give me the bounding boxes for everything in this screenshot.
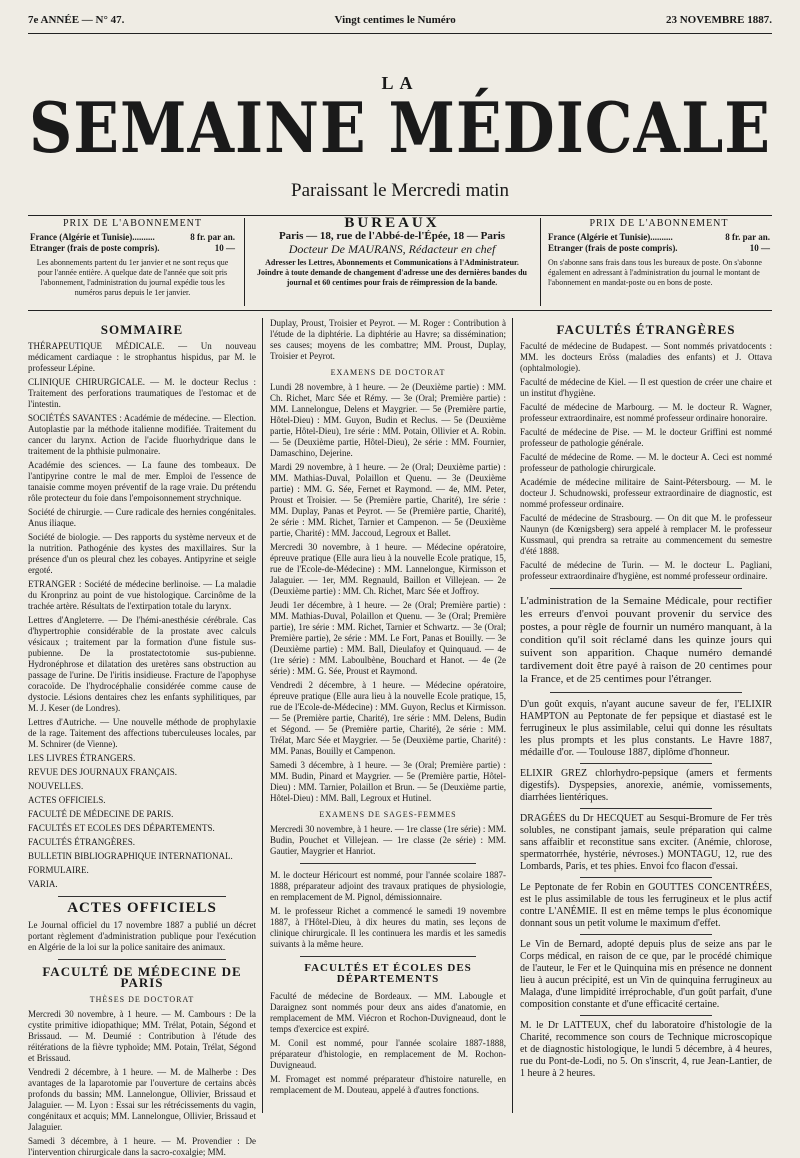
advertisement-entry: ELIXIR GREZ chlorhydro-pepsique (amers et ferments digestifs). Dyspepsies, anorexie, anémie, vomissements, diarrhées lientériques. <box>520 768 772 803</box>
abonnement-left <box>30 218 235 308</box>
advertisement-entry: Le Peptonate de fer Robin en GOUTTES CONCENTRÉES, est le plus assimilable de tous les ferrugineux et le plus actif contre L'ANÉMIE. Il est en même temps le plus économique donnant sous un petit volume le maximum d'effet. <box>520 882 772 929</box>
sommaire-item: FACULTÉ DE MÉDECINE DE PARIS. <box>28 809 174 819</box>
examen-entry: Jeudi 1er décembre, à 1 heure. — 2e (Oral; Première partie) : MM. Mathias-Duval, Polaillon et Quenu. — 3e (Oral; Première partie), 1re série : MM. Richet, Tarnier et Schwartz. — 3e (Oral; Première partie), 2e série : MM. Le Fort, Panas et Bouilly. — 3e (Deuxième partie) : MM. Ball, Dieulafoy et Quinquaud. — 4e (1re série) : MM. Laboulbène, Bouchard et Hanot. — 4e (2e série) : MM. G. Sée, Proust et Raymond. <box>270 600 506 676</box>
divider <box>58 959 226 960</box>
column-1 <box>28 318 256 1157</box>
sommaire-heading: SOMMAIRE <box>100 322 184 337</box>
bureaux-note-2: Joindre à toute demande de changement d'adresse une des dernières bandes du journal et 60 centimes pour frais de réimpression de la bande. <box>256 268 528 287</box>
sommaire-item: THÉRAPEUTIQUE MÉDICALE. — Un nouveau médicament cardiaque : le strophantus hispidus, par M. le professeur Lépine. <box>28 341 256 373</box>
sommaire-item: ACTES OFFICIELS. <box>28 795 106 805</box>
examen-entry: Vendredi 2 décembre, à 1 heure. — Médecine opératoire, épreuve pratique (Elle aura lieu à la nouvelle Ecole pratique, 15, rue de l'Ecole-de-Médecine) : MM. Guyon, Reclus et Kirmisson. — 5e (Première partie, Charité), 1re série : MM. Delens, Budin et Ségond. — 5e (Première partie, Charité), 2e série : MM. Trélat, Marc Sée et Maygrier. — 5e (Deuxième partie, Charité) : MM. Panas, Bouilly et Campenon. <box>270 680 506 756</box>
sommaire-item: Société de biologie. — Des rapports du système nerveux et de la nutrition. Pathogénie des kystes des maxillaires. Sur la présence d'un os pleural chez les cobayes. Antipyrine et seigle ergoté. <box>28 532 256 575</box>
examens-heading: EXAMENS DE DOCTORAT <box>330 368 446 377</box>
abonnement-left-note: Les abonnements partent du 1er janvier et ne sont reçus que pour l'année entière. A quelque date de l'année que soit pris l'abonnement, l'administration du journal expédie tous les numéros parus depuis le 1er janvier. <box>36 258 229 297</box>
sommaire-item: NOUVELLES. <box>28 781 84 791</box>
bureaux-heading: BUREAUX <box>344 215 440 231</box>
abonnement-left-heading: PRIX DE L'ABONNEMENT <box>62 218 203 229</box>
sommaire-item: Lettres d'Autriche. — Une nouvelle méthode de prophylaxie de la rage. Taitement des affections tuberculeuses locales, par M. Schnirer (de Vienne). <box>28 717 256 749</box>
masthead-top-line <box>28 14 772 30</box>
sommaire-item: FACULTÉS ÉTRANGÈRES. <box>28 837 136 847</box>
etrangere-entry: Faculté de médecine de Marbourg. — M. le docteur R. Wagner, professeur extraordinaire, est nommé professeur ordinaire honoraire. <box>520 402 772 423</box>
sages-text: Mercredi 30 novembre, à 1 heure. — 1re classe (1re série) : MM. Budin, Pouchet et Villejean. — 1re classe (2e série) : MM. Gautier, Maygrier et Hanriot. <box>270 824 506 856</box>
bureaux-note-1: Adresser les Lettres, Abonnements et Communications à l'Administrateur. <box>265 258 519 267</box>
sommaire-item: Académie des sciences. — La faune des tombeaux. De l'antipyrine contre le mal de mer. Emploi de l'essence de tanaisie comme moyen préventif de la rage vraie. Du prétendu rôle protecteur du foie dans l'empoisonnement strychnique. <box>28 460 256 503</box>
etrangere-entry: Faculté de médecine de Turin. — M. le docteur L. Pagliani, professeur extraordinaire d'hygiène, est nommé professeur ordinaire. <box>520 560 772 581</box>
actes-heading: ACTES OFFICIELS <box>67 900 217 916</box>
ad-divider <box>580 763 712 764</box>
these-entry: Samedi 3 décembre, à 1 heure. — M. Provendier : De l'intervention chirurgicale dans la sacro-coxalgie; MM. <box>28 1136 256 1157</box>
advertisement-entry: DRAGÉES du Dr HECQUET au Sesqui-Bromure de Fer très solubles, ne constipant jamais, seule préparation qui calme sans affaiblir et reconstitue sans exciter. (Anémie, chlorose, spermatorrhée, hystérie, névroses.) MONTAGU, 12, rue des Lombards, Paris, et tes phies. Envoi fco flacon d'essai. <box>520 813 772 872</box>
examens-list <box>270 382 506 804</box>
ad-divider <box>580 1015 712 1016</box>
etrangeres-heading: FACULTÉS ÉTRANGÈRES <box>556 322 736 337</box>
bureaux-address: Paris — 18, rue de l'Abbé-de-l'Épée, 18 — Paris <box>278 230 506 242</box>
column-3 <box>520 318 772 1113</box>
masthead-title: SEMAINE MÉDICALE <box>28 88 772 170</box>
divider <box>58 896 226 897</box>
these-entry: Mercredi 30 novembre, à 1 heure. — M. Cambours : De la cystite primitive idiopathique; MM. Trélat, Potain, Ségond et Brissaud. — M. Deumié : Contribution à l'étude des réitérations de la fièvre typhoïde; MM. Potain, Trélat, Ségond et Brissaud. <box>28 1009 256 1063</box>
masthead-subtitle: Paraissant le Mercredi matin <box>291 180 509 201</box>
sommaire-item: Société de chirurgie. — Cure radicale des hernies congénitales. Anus iliaque. <box>28 507 256 528</box>
etrangeres-list <box>520 341 772 582</box>
theses-list <box>28 1009 256 1158</box>
sommaire-item: LES LIVRES ÉTRANGERS. <box>28 753 136 763</box>
departement-entry: M. Conil est nommé, pour l'année scolaire 1887-1888, préparateur d'histologie, en remplacement de M. Rochon-Duvigneaud. <box>270 1038 506 1070</box>
issue-number: 7e ANNÉE — N° 47. <box>28 14 125 26</box>
abonnement-right-note: On s'abonne sans frais dans tous les bureaux de poste. On s'abonne également en adressant à l'administration du journal le montant de l'abonnement en mandat-poste ou en bons de poste. <box>548 258 762 287</box>
sommaire-item: BULLETIN BIBLIOGRAPHIQUE INTERNATIONAL. <box>28 851 233 861</box>
nouvelles-list <box>270 870 506 950</box>
abonnement-left-row2: Etranger (frais de poste compris). 10 — <box>30 243 235 253</box>
column-divider-2 <box>512 318 513 1113</box>
sommaire-item: VARIA. <box>28 879 58 889</box>
sommaire-item: SOCIÉTÉS SAVANTES : Académie de médecine. — Election. Autoplastie par la méthode italienne modifiée. Traitement du cancer du larynx. Action de l'acide fluorhydrique dans le traitement de la phthisie pulmonaire. <box>28 413 256 456</box>
etrangere-entry: Académie de médecine militaire de Saint-Pétersbourg. — M. le docteur J. Schudnowski, professeur extraordinaire de diagnostic, est nommé professeur ordinaire. <box>520 477 772 509</box>
sommaire-item: FORMULAIRE. <box>28 865 89 875</box>
issue-price: Vingt centimes le Numéro <box>334 14 456 26</box>
column-divider-1 <box>262 318 263 1113</box>
ad-divider <box>580 934 712 935</box>
etrangere-entry: Faculté de médecine de Rome. — M. le docteur A. Ceci est nommé professeur de pathologie chirurgicale. <box>520 452 772 473</box>
advertisement-entry: M. le Dr LATTEUX, chef du laboratoire d'histologie de la Charité, recommence son cours de Technique microscopique et de diagnostic histologique, le lundi 5 décembre, à 4 heures, rue du Pont-de-Lodi, no 5. On s'inscrit, 4, rue Jean-Lantier, de 1 heure à 2 heures. <box>520 1020 772 1079</box>
departements-list <box>270 991 506 1096</box>
header-divider-right <box>540 218 541 306</box>
advertisements <box>520 699 772 1080</box>
these-entry: Vendredi 2 décembre, à 1 heure. — M. de Malherbe : Des avantages de la laparotomie par l'ouverture de certains abcès profonds du bassin; MM. Lannelongue, Ollivier, Brissaud et Jalaguier. — M. Lyon : Essai sur les rétrécissements du vagin, congénitaux et acquis; MM. Lannelongue, Ollivier, Brissaud et Jalaguier. <box>28 1067 256 1132</box>
ad-divider <box>580 877 712 878</box>
nouvelle-entry: M. le professeur Richet a commencé le samedi 19 novembre 1887, à l'Hôtel-Dieu, à dix heures du matin, ses leçons de clinique chirurgicale. Il les continuera les mardis et les samedis suivants à la même heure. <box>270 906 506 949</box>
header-rule-bottom <box>28 310 772 311</box>
sommaire-item: FACULTÉS ET ECOLES DES DÉPARTEMENTS. <box>28 823 215 833</box>
abonnement-left-row1: France (Algérie et Tunisie).......... 8 fr. par an. <box>30 232 235 242</box>
examen-entry: Mercredi 30 novembre, à 1 heure. — Médecine opératoire, épreuve pratique (Elle aura lieu à la nouvelle Ecole pratique, 15, rue de l'Ecole-de-Médecine) : MM. Lannelongue, Kirmisson et Jalaguier. — 1er, MM. Regnauld, Baillon et Villejean. — 2e (Deuxième partie) : MM. Ch. Richet, Marc Sée et Joffroy. <box>270 542 506 596</box>
admin-notice: L'administration de la Semaine Médicale, pour rectifier les erreurs d'envoi pouvant provenir du service des postes, a pour règle de fournir un numéro manquant, à la condition qu'il soit réclamé dans les quinze jours qui suivent son apparition. Chaque numéro demandé tardivement doit être payé à raison de 20 centimes pour la France, et de 25 centimes pour l'étranger. <box>520 595 772 685</box>
departement-entry: M. Fromaget est nommé préparateur d'histoire naturelle, en remplacement de M. Douteau, appelé à d'autres fonctions. <box>270 1074 506 1095</box>
col2-intro: Duplay, Proust, Troisier et Peyrot. — M. Roger : Contribution à l'étude de la diphtérie. La diphtérie au Havre; sa dissémination; ses causes; moyens de les combattre; MM. Proust, Duplay, Troisier et Peyrot. <box>270 318 506 361</box>
nouvelle-entry: M. le docteur Héricourt est nommé, pour l'année scolaire 1887-1888, préparateur adjoint des travaux pratiques de physiologie, en remplacement de M. Pignol, démissionnaire. <box>270 870 506 902</box>
examen-entry: Samedi 3 décembre, à 1 heure. — 3e (Oral; Première partie) : MM. Budin, Pinard et Maygrier. — 5e (Première partie, Hôtel-Dieu) : MM. Tarnier, Polaillon et Brun. — 5e (Deuxième partie, Hôtel-Dieu) : MM. Ball, Legroux et Hutinel. <box>270 760 506 803</box>
etrangere-entry: Faculté de médecine de Strasbourg. — On dit que M. le professeur Naunyn (de Kœnigsberg) sera appelé à remplacer M. le professeur Kussmaul, qui prendra sa retraite au commencement du semestre d'été 1888. <box>520 513 772 556</box>
abonnement-right-row2: Etranger (frais de poste compris). 10 — <box>548 243 770 253</box>
ad-divider <box>580 808 712 809</box>
divider <box>300 956 476 957</box>
faculte-paris-heading: FACULTÉ DE MÉDECINE DE PARIS <box>42 964 242 990</box>
departement-entry: Faculté de médecine de Bordeaux. — MM. Labougle et Daraignez sont nommés pour deux ans aides d'anatomie, en remplacement de MM. Viécron et Rochon-Duvigneaud, dont le temps d'exercice est expiré. <box>270 991 506 1034</box>
sommaire-item: REVUE DES JOURNAUX FRANÇAIS. <box>28 767 178 777</box>
bureaux-block <box>252 215 532 308</box>
etrangere-entry: Faculté de médecine de Budapest. — Sont nommés privatdocents : MM. les docteurs Eröss (maladies des enfants) et J. Ottava (ophtalmologie). <box>520 341 772 373</box>
header-divider-left <box>244 218 245 306</box>
theses-heading: THÈSES DE DOCTORAT <box>89 995 195 1004</box>
etrangere-entry: Faculté de médecine de Kiel. — Il est question de créer une chaire et un institut d'hygiène. <box>520 377 772 398</box>
examen-entry: Mardi 29 novembre, à 1 heure. — 2e (Oral; Deuxième partie) : MM. Mathias-Duval, Polaillon et Quenu. — 3e (Deuxième partie) : MM. G. Sée, Fernet et Raymond. — 4e, MM. Peter, Proust et Troisier. — 5e (Première partie, Charité), 1re série : MM. Duplay, Panas et Peyrot. — 5e (Première partie, Charité), 2e série : MM. Richet, Tarnier et Campenon. — 5e (Deuxième partie, Charité) : MM. Jaccoud, Legroux et Ballet. <box>270 462 506 538</box>
sommaire-list <box>28 341 256 890</box>
examen-entry: Lundi 28 novembre, à 1 heure. — 2e (Deuxième partie) : MM. Ch. Richet, Marc Sée et Rémy. — 3e (Oral; Première partie) : MM. Lannelongue, Delens et Maygrier. — 5e (Première partie, Hôtel-Dieu) : MM. Guyon, Budin et Reclus. — 5e (Deuxième partie, Hôtel-Dieu), 1re série : MM. Potain, Ollivier et A. Robin. — 5e (Deuxième partie, Hôtel-Dieu), 2e série : MM. Fournier, Damaschino, Dejerine. <box>270 382 506 458</box>
column-2 <box>270 318 506 1113</box>
advertisement-entry: D'un goût exquis, n'ayant aucune saveur de fer, l'ELIXIR HAMPTON au Peptonate de fer pepsique et diastasé est le ferrugineux le plus assimilable, celui qui donne les résultats les plus prompts et les plus constants. Le Havre 1887, médaille d'or. — Toulouse 1887, diplôme d'honneur. <box>520 699 772 758</box>
abonnement-right-heading: PRIX DE L'ABONNEMENT <box>589 218 729 229</box>
abonnement-right-row1: France (Algérie et Tunisie).......... 8 fr. par an. <box>548 232 770 242</box>
advertisement-entry: Le Vin de Bernard, adopté depuis plus de seize ans par le Corps médical, en raison de ce que, par le procédé chimique de l'auteur, le Fer et le Quinquina mis en présence ne donnent lieu à aucun précipité, est un Vin de quinquina ferrugineux au Malaga, d'une limpidité irréprochable, d'un goût parfait, d'une composition constante et d'une efficacité certaine. <box>520 939 772 1010</box>
divider <box>550 588 742 589</box>
masthead-article: LA <box>381 73 419 93</box>
abonnement-right <box>548 218 770 308</box>
bureaux-editor: Docteur De MAURANS, Rédacteur en chef <box>288 242 496 256</box>
masthead-rule <box>28 33 772 34</box>
sages-heading: EXAMENS DE SAGES-FEMMES <box>319 810 457 819</box>
divider <box>300 863 476 864</box>
issue-date: 23 NOVEMBRE 1887. <box>665 14 772 26</box>
departements-heading: FACULTÉS ET ÉCOLES DES DÉPARTEMENTS <box>304 962 472 985</box>
sommaire-item: Lettres d'Angleterre. — De l'hémi-anesthésie cérébrale. Cas d'hypertrophie considérable de la prostate avec calculs vésicaux ; traitement par la formation d'une fistule sus-pubienne. De la prostatectotomie sus-pubienne. Hydronéphrose et dilatation des uretères sans obstruction au passage de l'urine. De l'iritis insidieuse. Fracture de l'apophyse coracoïde. De l'hydrocéphalie considérée comme cause de dystocie. Lésions dentaires chez les enfants syphilitiques, par M. J. Keser (de Londres). <box>28 615 256 713</box>
etrangere-entry: Faculté de médecine de Pise. — M. le docteur Griffini est nommé professeur de pathologie générale. <box>520 427 772 448</box>
sommaire-item: CLINIQUE CHIRURGICALE. — M. le docteur Reclus : Traitement des perforations traumatiques de l'estomac et de l'intestin. <box>28 377 256 409</box>
divider <box>550 692 742 693</box>
actes-text: Le Journal officiel du 17 novembre 1887 a publié un décret portant règlement d'administration publique pour l'exécution en Algérie de la loi sur la police sanitaire des animaux. <box>28 920 256 952</box>
sommaire-item: ETRANGER : Société de médecine berlinoise. — La maladie du Kronprinz au point de vue histologique. Carcinôme de la trachée artère. Résultats de l'extirpation totale du larynx. <box>28 579 256 611</box>
